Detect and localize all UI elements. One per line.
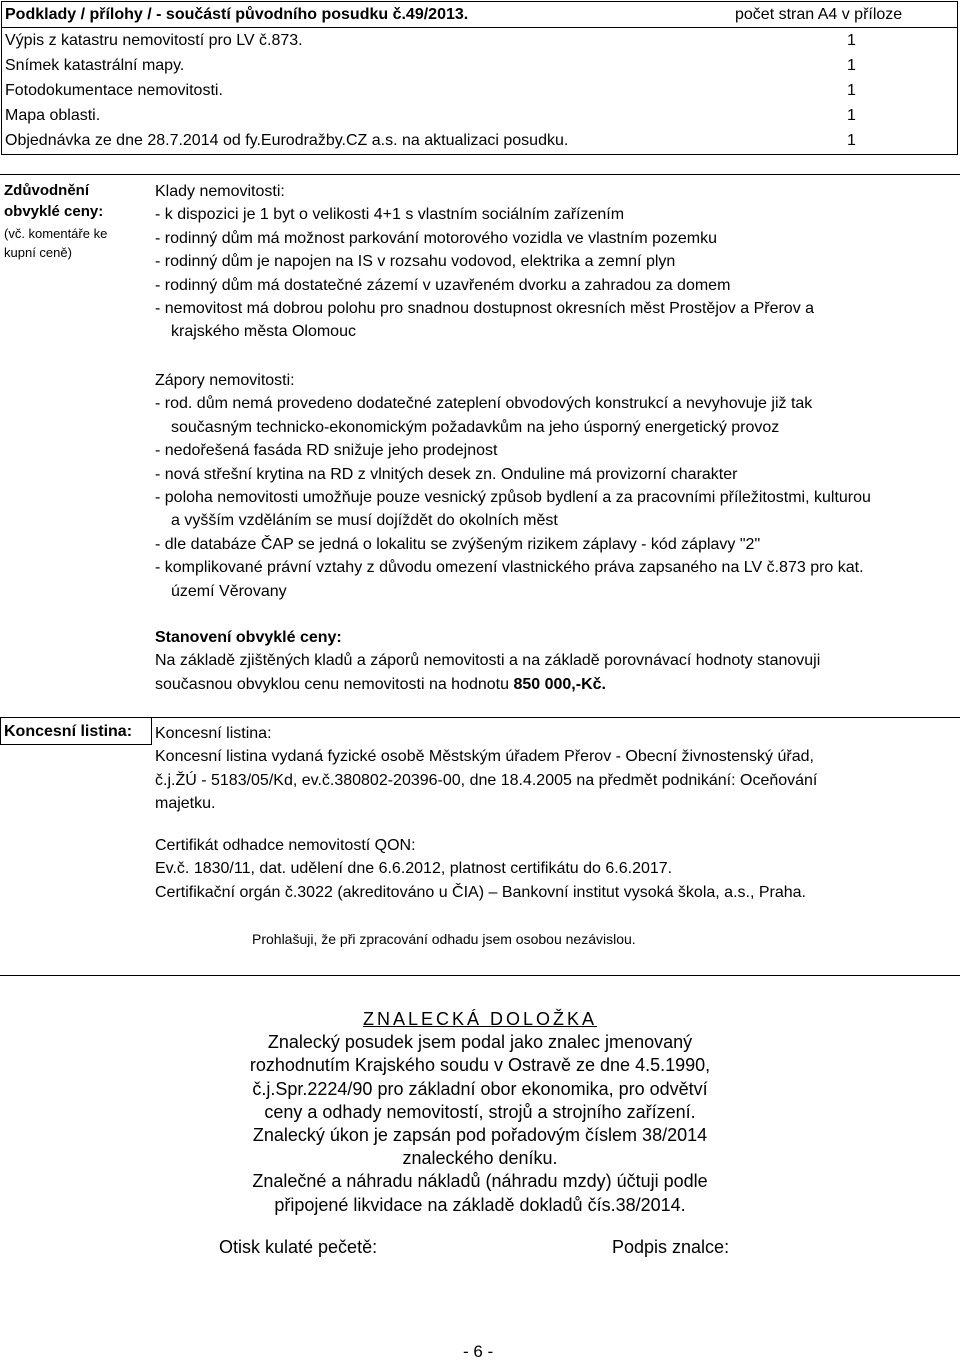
clause-line: č.j.Spr.2224/90 pro základní obor ekonomika, pro odvětví (252, 1078, 708, 1099)
certificate-line: Certifikační orgán č.3022 (akreditováno u ČIA) – Bankovní institut vysoká škola, a.s., Praha. (155, 883, 806, 901)
attachment-count: 1 (847, 132, 856, 149)
justification-note-2: kupní ceně) (4, 245, 72, 260)
attachment-name: Snímek katastrální mapy. (5, 57, 185, 74)
page-number: - 6 - (463, 1342, 494, 1361)
price-text: Na základě zjištěných kladů a záporů nemovitosti a na základě porovnávací hodnoty stanovuji (155, 652, 821, 670)
license-line: č.j.ŽÚ - 5183/05/Kd, ev.č.380802-20396-00, dne 18.4.2005 na předmět podnikání: Oceňování (155, 771, 818, 789)
section-divider (0, 717, 960, 718)
pros-item-continuation: krajského města Olomouc (171, 323, 356, 341)
certificate-title: Certifikát odhadce nemovitostí QON: (155, 837, 416, 854)
label-cell-border-right (151, 718, 152, 744)
attachments-table (1, 1, 958, 155)
clause-line: znaleckého deníku. (402, 1148, 558, 1169)
attachment-row (2, 103, 957, 128)
cons-item-continuation: současným technicko-ekonomickým požadavkům na jeho úsporný energetický provoz (171, 418, 780, 436)
attachment-row (2, 28, 957, 53)
pros-item: - rodinný dům má možnost parkování motorového vozidla ve vlastním pozemku (155, 229, 718, 247)
attachment-name: Objednávka ze dne 28.7.2014 od fy.Eurodražby.CZ a.s. na aktualizaci posudku. (5, 132, 569, 149)
independence-declaration: Prohlašuji, že při zpracování odhadu jsem osobou nezávislou. (252, 931, 636, 947)
label-cell-border (0, 744, 152, 745)
pros-title: Klady nemovitosti: (155, 183, 285, 200)
cons-item: - nová střešní krytina na RD z vlnitých desek zn. Onduline má provizorní charakter (155, 465, 738, 483)
price-text-lead: současnou obvyklou cenu nemovitosti na hodnotu (155, 675, 514, 693)
attachment-count: 1 (847, 32, 856, 49)
attachments-header-row (2, 2, 957, 28)
certificate-line: Ev.č. 1830/11, dat. udělení dne 6.6.2012, platnost certifikátu do 6.6.2017. (155, 860, 673, 878)
attachment-count: 1 (847, 57, 856, 74)
stamp-label: Otisk kulaté pečetě: (219, 1237, 378, 1257)
license-title: Koncesní listina: (155, 725, 272, 742)
attachment-name: Mapa oblasti. (5, 107, 101, 124)
license-section (155, 722, 945, 816)
expert-clause-title: ZNALECKÁ DOLOŽKA (362, 1009, 598, 1029)
attachment-row (2, 78, 957, 103)
justification-label-2: obvyklé ceny: (4, 203, 104, 220)
cons-item-continuation: a vyšším vzděláním se musí dojíždět do okolních měst (171, 512, 558, 530)
price-section (155, 626, 945, 696)
page-count-header: počet stran A4 v příloze (735, 6, 903, 23)
pros-section (155, 180, 945, 344)
cons-item: - rod. dům nemá provedeno dodatečné zateplení obvodových konstrukcí a nevyhovuje již tak (155, 395, 813, 413)
cons-item: - komplikované právní vztahy z důvodu omezení vlastnického práva zapsaného na LV č.873 pro kat. (155, 559, 864, 577)
price-value: 850 000,-Kč. (513, 675, 606, 693)
clause-line: Znalečné a náhradu nákladů (náhradu mzdy) účtuji podle (252, 1171, 708, 1192)
clause-line: ceny a odhady nemovitostí, strojů a strojního zařízení. (264, 1101, 696, 1122)
expert-clause (100, 1008, 860, 1217)
cons-item: - nedořešená fasáda RD snižuje jeho prodejnost (155, 442, 498, 460)
pros-item: - rodinný dům je napojen na IS v rozsahu vodovod, elektrika a zemní plyn (155, 253, 676, 271)
pros-item: - k dispozici je 1 byt o velikosti 4+1 s vlastním sociálním zařízením (155, 206, 625, 224)
pros-item: - nemovitost má dobrou polohu pro snadnou dostupnost okresních měst Prostějov a Přerov a (155, 300, 815, 318)
attachment-name: Fotodokumentace nemovitosti. (5, 82, 223, 99)
attachment-row (2, 128, 957, 153)
attachment-count: 1 (847, 107, 856, 124)
justification-label: Zdůvodnění (4, 182, 89, 199)
license-label: Koncesní listina: (4, 723, 133, 740)
attachments-title: Podklady / přílohy / - součástí původního posudku č.49/2013. (5, 6, 469, 23)
justification-note: (vč. komentáře ke (4, 226, 108, 241)
price-title: Stanovení obvyklé ceny: (155, 629, 342, 646)
section-divider (0, 174, 960, 175)
cons-item: - dle databáze ČAP se jedná o lokalitu se zvýšeným rizikem záplavy - kód záplavy "2" (155, 535, 761, 553)
pros-item: - rodinný dům má dostatečné zázemí v uzavřeném dvorku a zahradou za domem (155, 276, 731, 294)
signature-label: Podpis znalce: (612, 1237, 730, 1257)
clause-line: Znalecký úkon je zapsán pod pořadovým číslem 38/2014 (252, 1125, 708, 1146)
attachment-count: 1 (847, 82, 856, 99)
certificate-section (155, 834, 945, 904)
clause-line: Znalecký posudek jsem podal jako znalec jmenovaný (267, 1032, 693, 1053)
attachment-row (2, 53, 957, 78)
section-divider (0, 975, 960, 976)
cons-item-continuation: území Věrovany (171, 582, 287, 600)
price-text-2 (155, 673, 945, 696)
license-line: Koncesní listina vydaná fyzické osobě Městským úřadem Přerov - Obecní živnostenský úřad, (155, 748, 814, 766)
license-line: majetku. (155, 795, 216, 813)
attachment-name: Výpis z katastru nemovitostí pro LV č.873. (5, 32, 303, 49)
cons-section (155, 369, 945, 603)
cons-item: - poloha nemovitosti umožňuje pouze vesnický způsob bydlení a za pracovními příležitostmi, kulturou (155, 489, 871, 507)
clause-line: připojené likvidace na základě dokladů čís.38/2014. (274, 1194, 686, 1215)
label-cell-border-left (0, 718, 1, 744)
cons-title: Zápory nemovitosti: (155, 372, 295, 389)
clause-line: rozhodnutím Krajského soudu v Ostravě ze dne 4.5.1990, (249, 1055, 711, 1076)
